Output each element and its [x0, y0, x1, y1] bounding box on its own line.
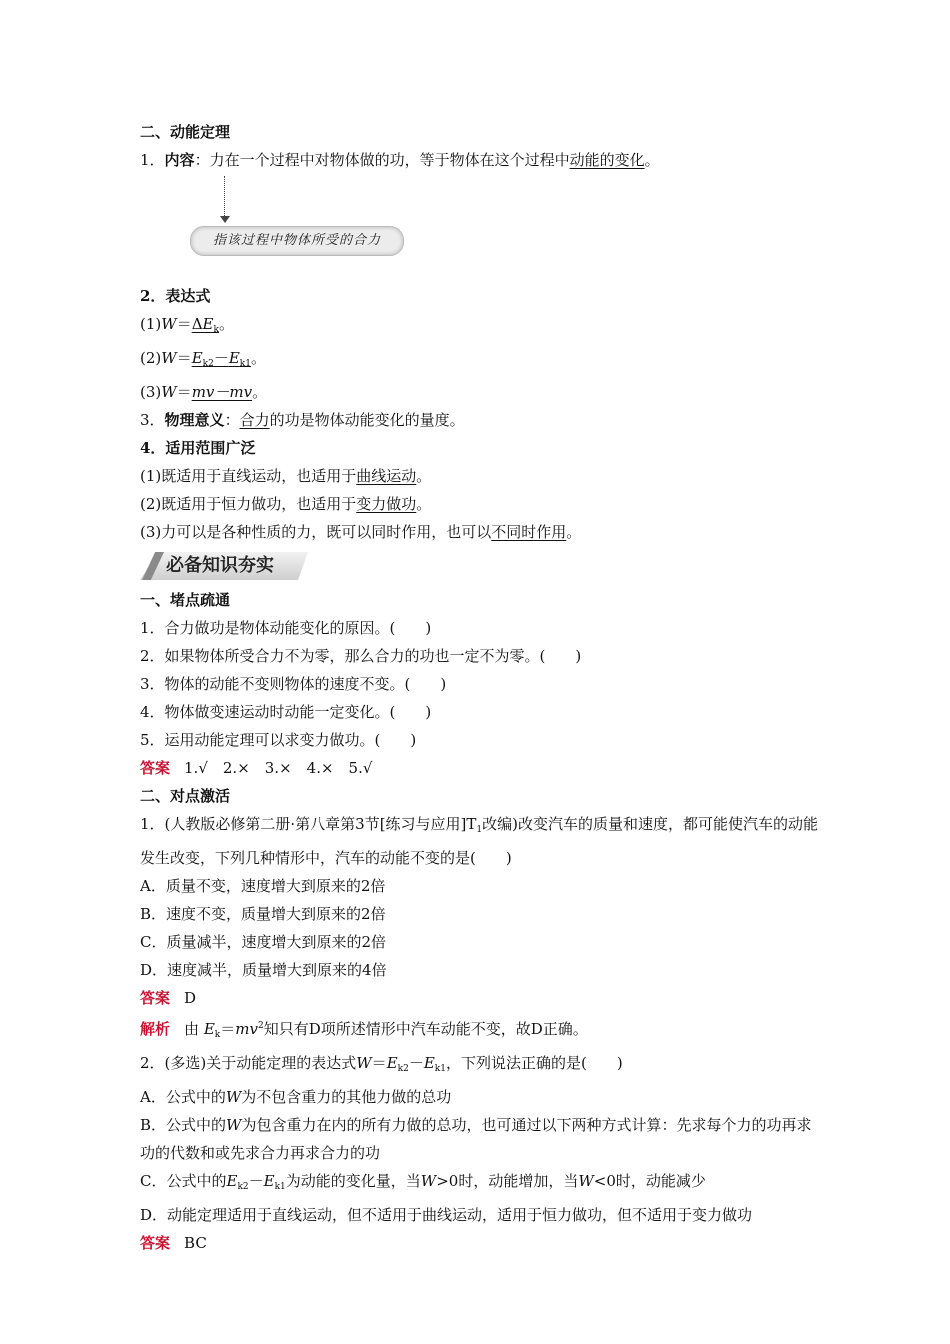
fill-blank: 不同时作用: [491, 523, 567, 541]
scope-1: (1)既适用于直线运动，也适用于曲线运动。: [140, 467, 432, 485]
document-page: [140, 118, 820, 1257]
content-definition: 1．内容：力在一个过程中对物体做的功，等于物体在这个过程中动能的变化。: [140, 151, 660, 169]
fill-blank: $\Delta E_k$: [191, 315, 219, 335]
option: D．速度减半，质量增大到原来的4倍: [140, 961, 387, 979]
fill-blank: 合力: [239, 411, 270, 429]
arrow-down-icon: [220, 216, 230, 223]
judgement-item: 2．如果物体所受合力不为零，那么合力的功也一定不为零。( ): [140, 647, 582, 665]
option: A．公式中的W为不包含重力的其他力做的总功: [140, 1088, 452, 1106]
option: C．质量减半，速度增大到原来的2倍: [140, 933, 387, 951]
judgement-item: 4．物体做变速运动时动能一定变化。( ): [140, 703, 432, 721]
part1-heading: 一、堵点疏通: [140, 591, 231, 609]
section-heading: 二、动能定理: [140, 123, 231, 141]
fill-blank: 曲线运动: [356, 467, 417, 485]
question-1: 1．(人教版必修第二册·第八章第3节[练习与应用]$T_1$改编)改变汽车的质量和速度，都可能使汽车的动能发生改变，下列几种情形中，汽车的动能不变的是( ): [140, 815, 819, 867]
answer-label: 答案: [140, 759, 171, 777]
option: B．速度不变，质量增大到原来的2倍: [140, 905, 386, 923]
section-banner: [140, 550, 820, 584]
question-2: 2．(多选)关于动能定理的表达式$W=E_{k2}-E_{k1}$，下列说法正确的是( ): [140, 1054, 623, 1074]
fill-blank: 动能的变化: [569, 151, 645, 169]
scope-heading: 4．适用范围广泛: [140, 439, 256, 457]
option: A．质量不变，速度增大到原来的2倍: [140, 877, 386, 895]
scope-2: (2)既适用于恒力做功，也适用于变力做功。: [140, 495, 432, 513]
expression-heading: 2．表达式: [140, 287, 211, 305]
part2-heading: 二、对点激活: [140, 787, 231, 805]
expression-2: $(2)W=E_{k2}-E_{k1}$。: [140, 349, 266, 369]
answer-value: D: [184, 989, 197, 1007]
answer-row: [140, 754, 820, 782]
judgement-item: 1．合力做功是物体动能变化的原因。( ): [140, 619, 432, 637]
fill-blank: $E_{k2}-E_{k1}$: [191, 349, 251, 369]
scope-3: (3)力可以是各种性质的力，既可以同时作用，也可以不同时作用。: [140, 523, 582, 541]
banner-title: 必备知识夯实: [166, 555, 274, 576]
fill-blank: mv－mv: [191, 383, 253, 401]
option: D．动能定理适用于直线运动，但不适用于曲线运动，适用于恒力做功，但不适用于变力做功: [140, 1206, 753, 1224]
annotation-callout: [140, 174, 820, 282]
option: B．公式中的W为包含重力在内的所有力做的总功，也可通过以下两种方式计算：先求每个力的功再求功的代数和或先求合力再求合力的功: [140, 1116, 812, 1162]
answer-label: 答案: [140, 989, 171, 1007]
option: C．公式中的$E_{k2}-E_{k1}$为动能的变化量，当W>0时，动能增加，当W<0时，动能减少: [140, 1172, 706, 1192]
dotted-pointer: [224, 176, 225, 218]
analysis-label: 解析: [140, 1020, 171, 1038]
expression-1: $(1)W=\Delta E_k$。: [140, 315, 234, 335]
answer-label: 答案: [140, 1234, 171, 1252]
annotation-note: 指该过程中物体所受的合力: [190, 226, 404, 256]
analysis-row: 解析 由 $E_k=mv^2$知只有D项所述情形中汽车动能不变，故D正确。: [140, 1020, 588, 1040]
expression-3: (3)W＝mv－mv。: [140, 383, 268, 401]
answer-value: BC: [184, 1234, 207, 1252]
judgement-item: 3．物体的动能不变则物体的速度不变。( ): [140, 675, 447, 693]
answer-row: [140, 1229, 820, 1257]
answer-value: 1.√ 2.× 3.× 4.× 5.√: [184, 759, 373, 777]
physical-meaning: 3．物理意义：合力的功是物体动能变化的量度。: [140, 411, 465, 429]
answer-row: [140, 984, 820, 1012]
judgement-item: 5．运用动能定理可以求变力做功。( ): [140, 731, 417, 749]
fill-blank: 变力做功: [356, 495, 417, 513]
